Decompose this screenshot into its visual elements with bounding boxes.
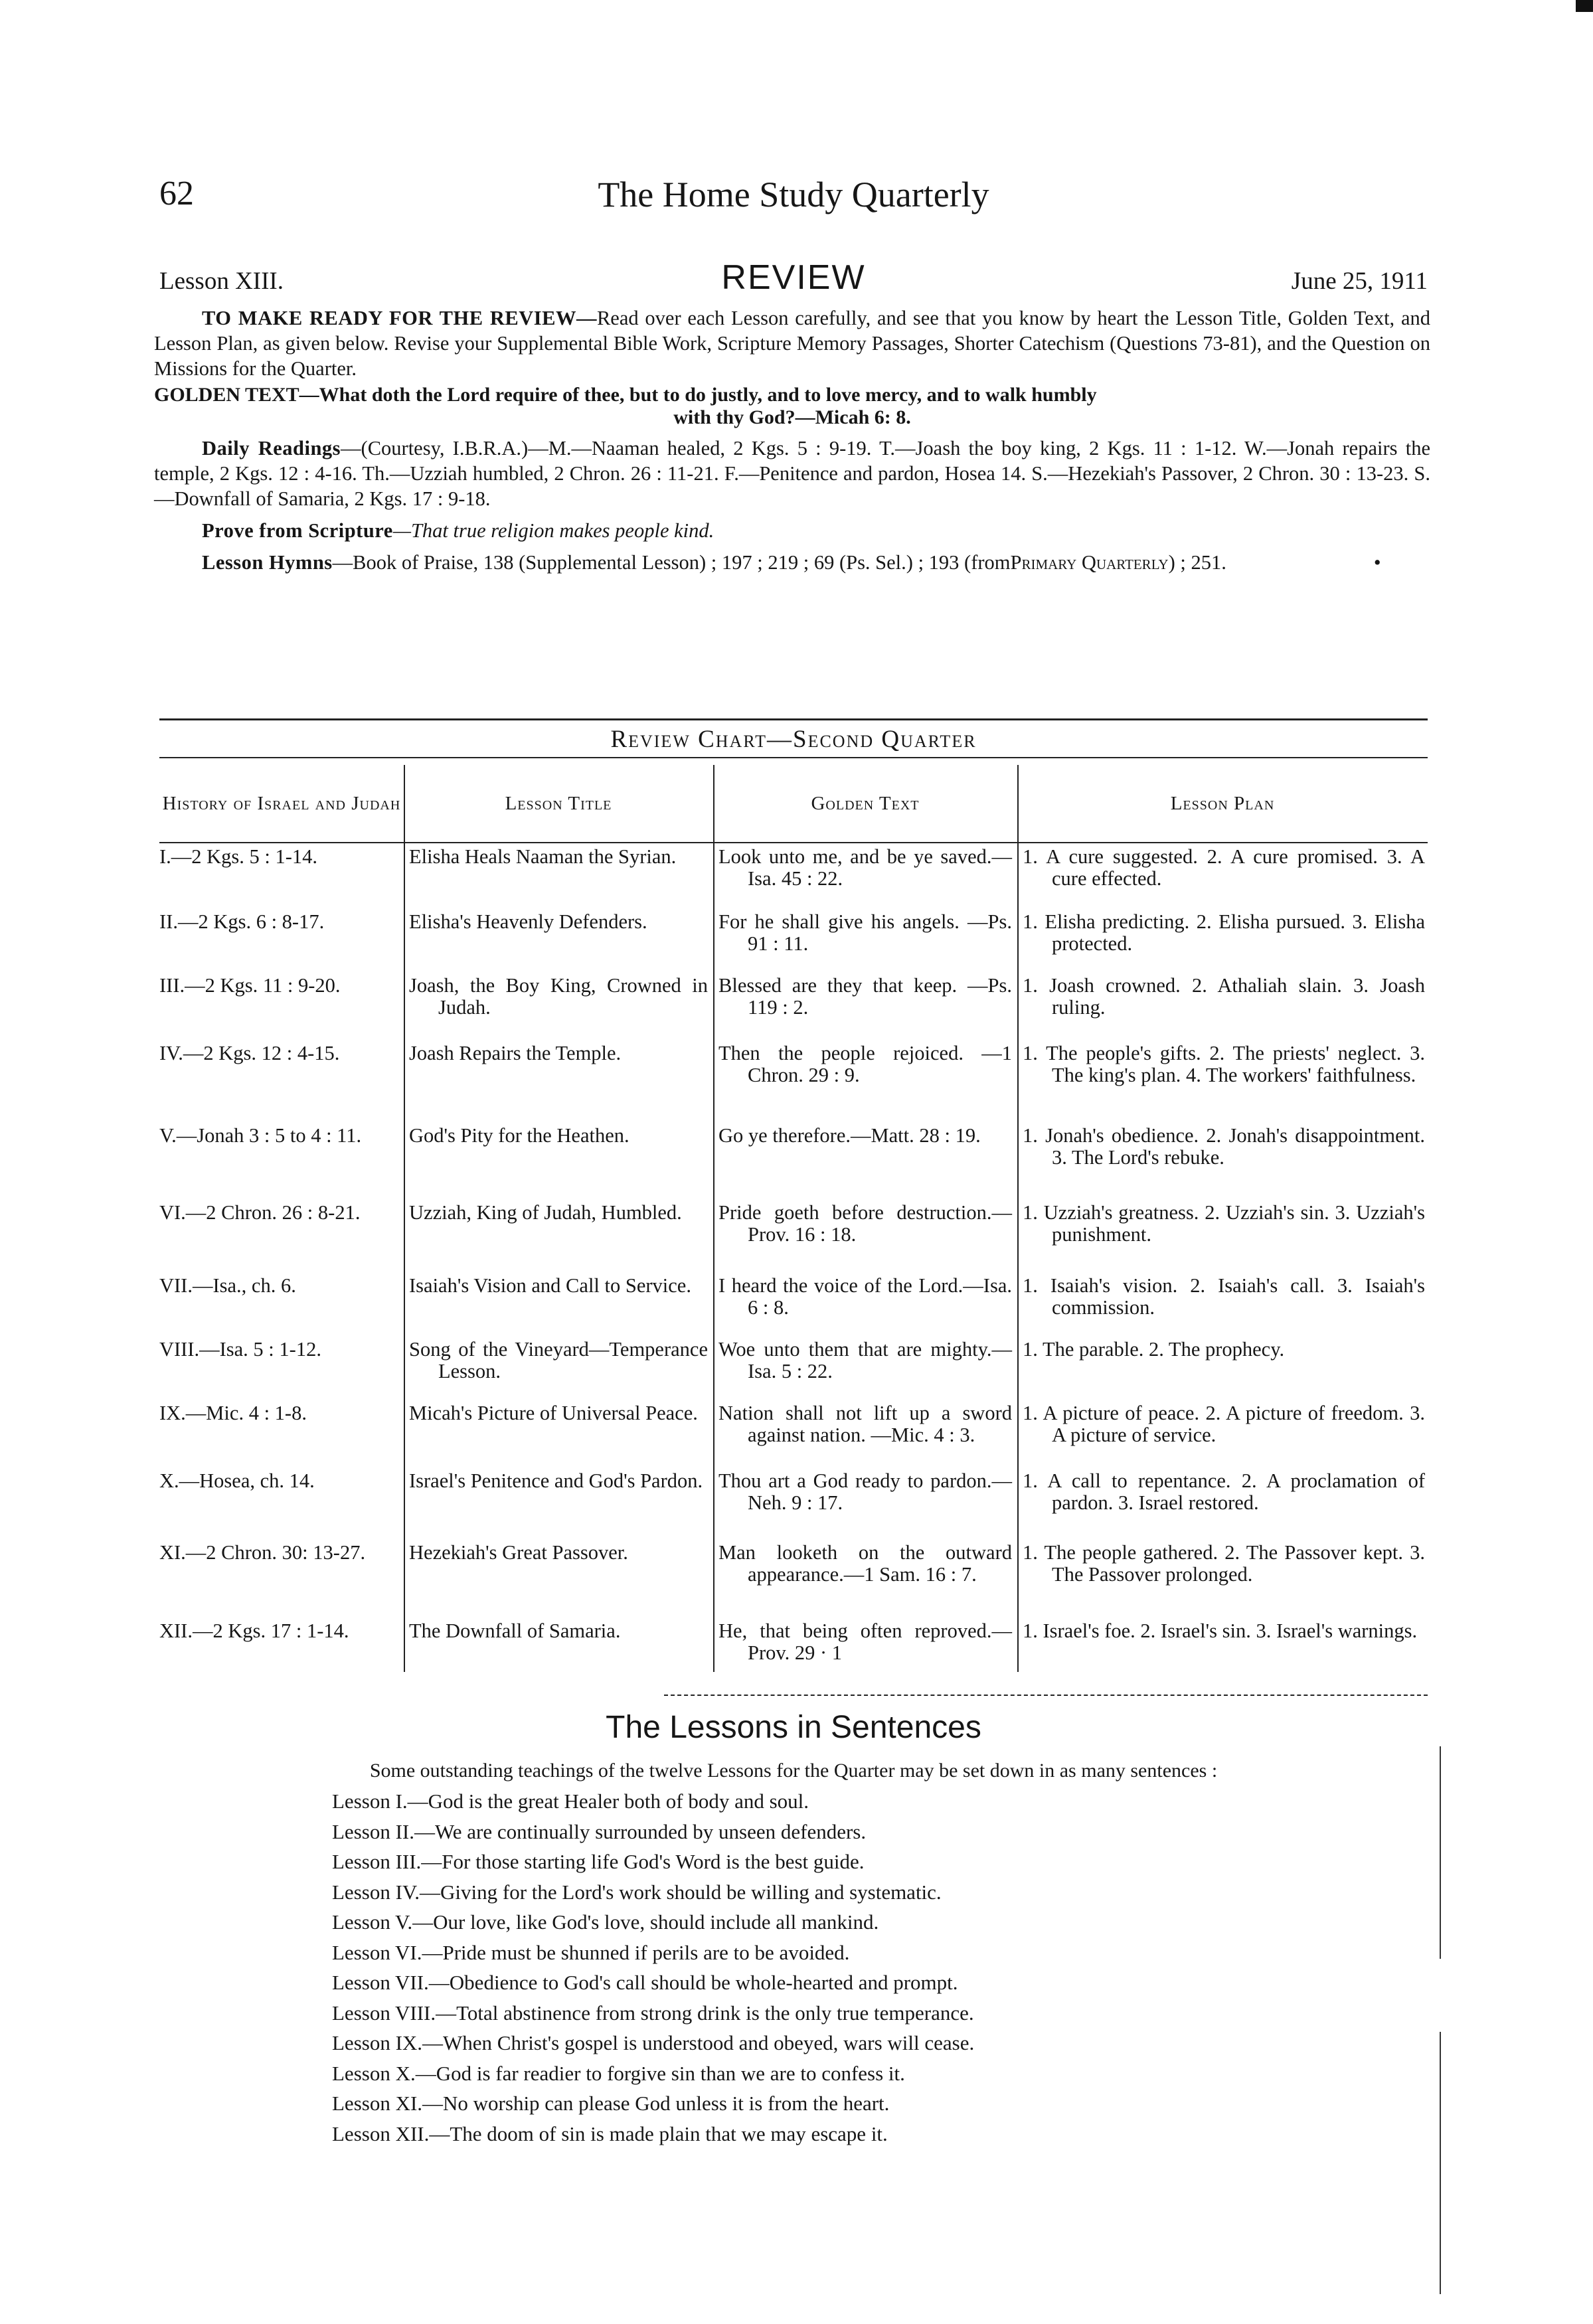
lesson-plan-cell-text: 1. Israel's foe. 2. Israel's sin. 3. Israel's warnings. (1023, 1619, 1418, 1642)
history-cell-text: I.—2 Kgs. 5 : 1-14. (159, 845, 318, 868)
column-divider (404, 765, 405, 1672)
lesson-plan-cell-text: 1. A call to repentance. 2. A proclamation of pardon. 3. Israel restored. (1023, 1469, 1425, 1514)
history-cell-text: III.—2 Kgs. 11 : 9-20. (159, 974, 341, 997)
golden-text-cell-text: He, that being often reproved.—Prov. 29 · 1 (718, 1619, 1012, 1664)
lesson-title-cell-text: Elisha's Heavenly Defenders. (409, 910, 647, 933)
history-cell-text: XII.—2 Kgs. 17 : 1-14. (159, 1619, 349, 1642)
golden-text-cell (718, 1470, 1012, 1514)
history-cell (159, 1339, 398, 1361)
golden-text-cell (718, 1542, 1012, 1586)
prove-text: —That true religion makes people kind. (392, 519, 714, 542)
hymns-primary-quarterly: Primary Quarterly (1010, 551, 1169, 574)
lesson-sentence: Lesson VIII.—Total abstinence from strong drink is the only true temperance. (332, 2001, 974, 2025)
lesson-date: June 25, 1911 (1291, 268, 1428, 295)
history-cell (159, 911, 398, 933)
chart-header-rule (159, 842, 1428, 843)
history-cell-text: II.—2 Kgs. 6 : 8-17. (159, 910, 325, 933)
golden-text-cell (718, 975, 1012, 1019)
history-cell-text: V.—Jonah 3 : 5 to 4 : 11. (159, 1124, 362, 1147)
lesson-title-cell-text: Joash, the Boy King, Crowned in Judah. (409, 974, 708, 1019)
lesson-sentence: Lesson X.—God is far readier to forgive sin than we are to confess it. (332, 2061, 905, 2085)
lesson-plan-cell-text: 1. A cure suggested. 2. A cure promised. 3. A cure effected. (1023, 845, 1425, 890)
margin-line (1440, 2032, 1441, 2294)
golden-text-cell (718, 911, 1012, 955)
lesson-plan-cell-text: 1. Uzziah's greatness. 2. Uzziah's sin. 3. Uzziah's punishment. (1023, 1201, 1425, 1246)
golden-text-cell-text: Go ye therefore.—Matt. 28 : 19. (718, 1124, 981, 1147)
golden-text-cell-text: Then the people rejoiced. —1 Chron. 29 : 9. (718, 1042, 1012, 1086)
lesson-title-cell-text: The Downfall of Samaria. (409, 1619, 621, 1642)
lesson-plan-cell (1023, 1620, 1425, 1642)
lesson-plan-cell (1023, 1542, 1425, 1586)
lesson-sentence: Lesson VI.—Pride must be shunned if perils are to be avoided. (332, 1940, 850, 1964)
lesson-title-cell-text: God's Pity for the Heathen. (409, 1124, 629, 1147)
history-cell-text: X.—Hosea, ch. 14. (159, 1469, 315, 1492)
golden-text-cell-text: Nation shall not lift up a sword against nation. —Mic. 4 : 3. (718, 1402, 1012, 1446)
history-cell (159, 1470, 398, 1492)
golden-text-cell (718, 1620, 1012, 1664)
lesson-plan-cell (1023, 1275, 1425, 1319)
lesson-title-cell (409, 1202, 708, 1224)
journal-title: The Home Study Quarterly (598, 175, 989, 214)
lesson-plan-cell-text: 1. A picture of peace. 2. A picture of freedom. 3. A picture of service. (1023, 1402, 1425, 1446)
lesson-sentence: Lesson XI.—No worship can please God unless it is from the heart. (332, 2092, 890, 2115)
column-header-golden-text: Golden Text (811, 793, 920, 814)
golden-text-cell (718, 1339, 1012, 1382)
lesson-introduction (154, 305, 1430, 575)
lesson-title-cell (409, 911, 708, 933)
column-header-lesson-plan: Lesson Plan (1170, 793, 1275, 814)
lesson-title-cell (409, 1042, 708, 1064)
lesson-plan-cell (1023, 1470, 1425, 1514)
review-instructions-label: TO MAKE READY FOR THE REVIEW— (202, 307, 597, 329)
history-cell (159, 1275, 398, 1297)
history-cell (159, 975, 398, 997)
golden-text-cell-text: For he shall give his angels. —Ps. 91 : 11. (718, 910, 1012, 955)
lesson-title-cell (409, 1542, 708, 1564)
lesson-plan-cell-text: 1. Jonah's obedience. 2. Jonah's disappointment. 3. The Lord's rebuke. (1023, 1124, 1425, 1169)
lesson-sentence: Lesson III.—For those starting life God's Word is the best guide. (332, 1850, 865, 1873)
golden-text-cell-text: Woe unto them that are mighty.—Isa. 5 : 22. (718, 1338, 1012, 1382)
lesson-title-cell (409, 1275, 708, 1297)
golden-text-cell-text: Blessed are they that keep. —Ps. 119 : 2. (718, 974, 1012, 1019)
review-instructions-text: Read over each Lesson carefully, and see that you know by heart the Lesson Title, Golden Text, and Lesson Plan, as given below. Revise your Supplemental Bible Work, Scripture Memory Passages, Shorter Catechism (Questions 73-81), and the Question on Missions for the Quarter. (154, 307, 1430, 380)
history-cell (159, 1042, 398, 1064)
history-cell-text: IX.—Mic. 4 : 1-8. (159, 1402, 307, 1424)
history-cell-text: VI.—2 Chron. 26 : 8-21. (159, 1201, 361, 1224)
golden-text-cell (718, 1402, 1012, 1446)
lesson-plan-cell (1023, 1125, 1425, 1169)
golden-text-cell (718, 1042, 1012, 1086)
review-chart-title: Review Chart—Second Quarter (610, 726, 977, 753)
lesson-title-cell (409, 1470, 708, 1492)
lesson-number: Lesson XIII. (159, 268, 284, 295)
lesson-hymns (154, 550, 1430, 575)
history-cell-text: IV.—2 Kgs. 12 : 4-15. (159, 1042, 340, 1064)
golden-text-cell (718, 1125, 1012, 1147)
lesson-title-cell-text: Israel's Penitence and God's Pardon. (409, 1469, 703, 1492)
lesson-title-cell (409, 1620, 708, 1642)
daily-readings-text: —(Courtesy, I.B.R.A.)—M.—Naaman healed, 2 Kgs. 5 : 9-19. T.—Joash the boy king, 2 Kgs. 11 : 1-12. W.—Jonah repairs the temple, 2 Kgs. 12 : 4-16. Th.—Uzziah humbled, 2 Chron. 26 : 11-21. F.—Penitence and pardon, Hosea 14. S.—Hezekiah's Passover, 2 Chron. 30 : 13-23. S.—Downfall of Samaria, 2 Kgs. 17 : 9-18. (154, 437, 1430, 510)
lesson-plan-cell-text: 1. Elisha predicting. 2. Elisha pursued. 3. Elisha protected. (1023, 910, 1425, 955)
lesson-title-cell-text: Elisha Heals Naaman the Syrian. (409, 845, 677, 868)
lesson-plan-cell-text: 1. The people gathered. 2. The Passover kept. 3. The Passover prolonged. (1023, 1541, 1425, 1586)
golden-text-cell (718, 846, 1012, 890)
history-cell-text: XI.—2 Chron. 30: 13-27. (159, 1541, 366, 1564)
lesson-title-cell-text: Hezekiah's Great Passover. (409, 1541, 628, 1564)
history-cell (159, 846, 398, 868)
lesson-title-cell-text: Isaiah's Vision and Call to Service. (409, 1274, 691, 1297)
hymns-text: —Book of Praise, 138 (Supplemental Lesson) ; 197 ; 219 ; 69 (Ps. Sel.) ; 193 (from (332, 551, 1011, 574)
golden-text (154, 384, 1430, 429)
daily-readings-label: Daily Readings (202, 437, 341, 459)
lesson-plan-cell (1023, 1042, 1425, 1086)
golden-text-cell-text: Look unto me, and be ye saved.—Isa. 45 : 22. (718, 845, 1012, 890)
lesson-title-cell (409, 846, 708, 868)
hymns-mark: • (1373, 551, 1381, 574)
lesson-plan-cell (1023, 911, 1425, 955)
lesson-title-cell (409, 975, 708, 1019)
column-divider (1017, 765, 1019, 1672)
lesson-plan-cell (1023, 975, 1425, 1019)
history-cell (159, 1402, 398, 1424)
lesson-title: REVIEW (721, 258, 866, 297)
page-number: 62 (159, 175, 194, 212)
lesson-plan-cell-text: 1. The parable. 2. The prophecy. (1023, 1338, 1285, 1361)
lesson-title-cell (409, 1339, 708, 1382)
golden-text-cell-text: Pride goeth before destruction.—Prov. 16 : 18. (718, 1201, 1012, 1246)
lesson-title-cell (409, 1125, 708, 1147)
lesson-sentence: Lesson XII.—The doom of sin is made plain that we may escape it. (332, 2121, 888, 2145)
lesson-title-cell-text: Song of the Vineyard—Temperance Lesson. (409, 1338, 708, 1382)
column-header-history: History of Israel and Judah (162, 793, 401, 814)
hymns-end: ) ; 251. (1168, 551, 1226, 574)
lesson-sentence: Lesson I.—God is the great Healer both of body and soul. (332, 1789, 809, 1813)
lesson-plan-cell (1023, 846, 1425, 890)
golden-text-line-2: with thy God?—Micah 6: 8. (673, 406, 911, 428)
prove-from-scripture (154, 518, 1430, 543)
golden-text-cell (718, 1202, 1012, 1246)
sentences-heading: The Lessons in Sentences (606, 1710, 981, 1745)
lesson-title-cell-text: Joash Repairs the Temple. (409, 1042, 622, 1064)
golden-text-line-1: GOLDEN TEXT—What doth the Lord require of thee, but to do justly, and to love mercy, and to walk humbly (154, 384, 1097, 406)
lesson-sentence: Lesson V.—Our love, like God's love, should include all mankind. (332, 1910, 879, 1934)
history-cell (159, 1542, 398, 1564)
sentences-intro: Some outstanding teachings of the twelve Lessons for the Quarter may be set down in as many sentences : (369, 1760, 1218, 1782)
history-cell (159, 1125, 398, 1147)
chart-title-rule (159, 757, 1428, 758)
daily-readings (154, 436, 1430, 511)
hymns-label: Lesson Hymns (202, 551, 333, 574)
prove-label: Prove from Scripture (202, 519, 393, 542)
lesson-plan-cell (1023, 1202, 1425, 1246)
running-head (159, 174, 1428, 227)
review-instructions (154, 305, 1430, 381)
lesson-heading (159, 258, 1428, 304)
column-header-lesson-title: Lesson Title (505, 793, 612, 814)
lesson-title-cell (409, 1402, 708, 1424)
lesson-plan-cell (1023, 1402, 1425, 1446)
golden-text-cell-text: Man looketh on the outward appearance.—1 Sam. 16 : 7. (718, 1541, 1012, 1586)
lesson-title-cell-text: Uzziah, King of Judah, Humbled. (409, 1201, 682, 1224)
margin-line (1440, 1746, 1441, 1959)
lesson-title-cell-text: Micah's Picture of Universal Peace. (409, 1402, 698, 1424)
golden-text-cell-text: Thou art a God ready to pardon.—Neh. 9 : 17. (718, 1469, 1012, 1514)
lesson-plan-cell-text: 1. Joash crowned. 2. Athaliah slain. 3. Joash ruling. (1023, 974, 1425, 1019)
history-cell (159, 1620, 398, 1642)
page-corner-mark (1576, 0, 1593, 12)
sentences-list (332, 1786, 1394, 2149)
lesson-sentence: Lesson VII.—Obedience to God's call should be whole-hearted and prompt. (332, 1971, 958, 1994)
lesson-plan-cell-text: 1. Isaiah's vision. 2. Isaiah's call. 3. Isaiah's commission. (1023, 1274, 1425, 1319)
history-cell-text: VII.—Isa., ch. 6. (159, 1274, 296, 1297)
chart-end-rule (664, 1695, 1428, 1696)
golden-text-cell (718, 1275, 1012, 1319)
review-chart (159, 765, 1428, 1672)
lesson-sentence: Lesson IV.—Giving for the Lord's work should be willing and systematic. (332, 1880, 942, 1904)
column-divider (713, 765, 714, 1672)
lesson-plan-cell (1023, 1339, 1425, 1361)
lesson-sentence: Lesson IX.—When Christ's gospel is understood and obeyed, wars will cease. (332, 2031, 975, 2054)
lesson-plan-cell-text: 1. The people's gifts. 2. The priests' neglect. 3. The king's plan. 4. The workers' faithfulness. (1023, 1042, 1425, 1086)
top-rule (159, 718, 1428, 720)
lesson-sentence: Lesson II.—We are continually surrounded by unseen defenders. (332, 1819, 867, 1843)
history-cell-text: VIII.—Isa. 5 : 1-12. (159, 1338, 321, 1361)
golden-text-cell-text: I heard the voice of the Lord.—Isa. 6 : 8. (718, 1274, 1012, 1319)
history-cell (159, 1202, 398, 1224)
